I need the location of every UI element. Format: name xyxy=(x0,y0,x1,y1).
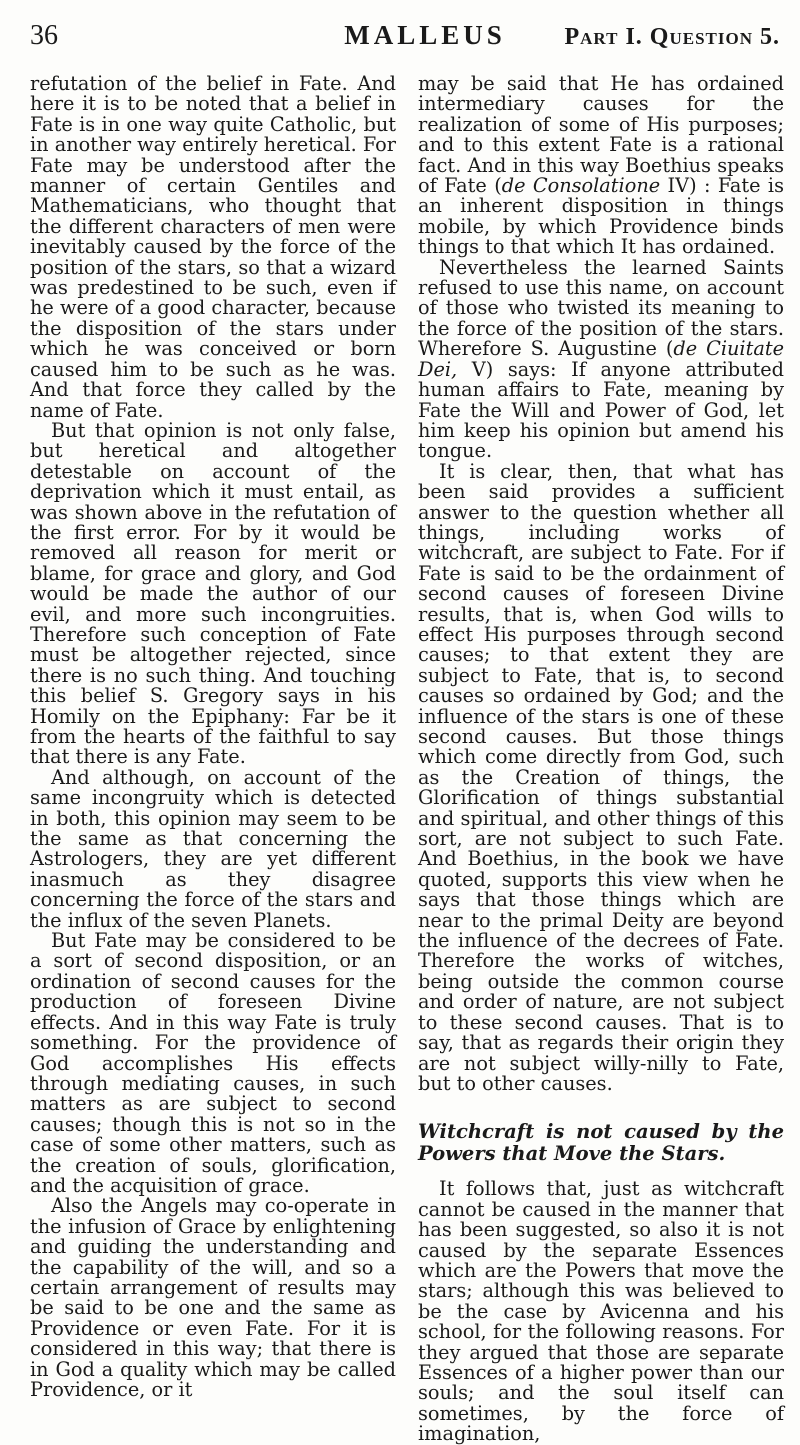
section-subheading: Witchcraft is not caused by the Powers that Move the Stars. xyxy=(418,1120,784,1166)
right-paragraph-4: It follows that, just as witchcraft cannot be caused in the manner that has been suggested, so also it is not caused by the separate Essences which are the Powers that move the stars; although this was believed to be the case by Avicenna and his school, for the following reasons. For they argued that those are separate Essences of a higher power than our souls; and the soul itself can sometimes, by the force of imagination, xyxy=(418,1177,784,1445)
part-question-label: Part I. Question 5. xyxy=(564,24,780,50)
left-paragraph-5: Also the Angels may co-operate in the infusion of Grace by enlightening and guiding the understanding and the capability of the will, and so a certain arrangement of results may be said to be one and the same as Providence or even Fate. For it is considered in this way; that there is in God a quality which may be called Providence, or it xyxy=(30,1194,396,1401)
paragraph-text: V) says: If anyone attributed human affairs to Fate, meaning by Fate the Will and Power of God, let him keep his opinion but amend his tongue. xyxy=(418,357,784,463)
right-column xyxy=(418,74,784,1445)
paragraph-text: may be said that He has ordained intermediary causes for the realization of some of His purposes; and to this extent Fate is a rational fact. And in this way Boethius speaks of Fate ( xyxy=(418,72,784,198)
left-column xyxy=(30,74,396,1400)
citation-title: de Consolatione xyxy=(501,174,661,198)
page-number: 36 xyxy=(30,20,58,51)
paragraph-text: IV) : Fate is an inherent disposition in things mobile, by which Providence binds things to that which It has ordained. xyxy=(418,174,784,259)
left-paragraph-4: But Fate may be considered to be a sort of second disposition, or an ordination of second causes for the production of foreseen Divine effects. And in this way Fate is truly something. For the providence of God accomplishes His effects through mediating causes, in such matters as are subject to second causes; though this is not so in the case of some other matters, such as the creation of souls, glorification, and the acquisition of grace. xyxy=(30,929,396,1197)
left-paragraph-1: refutation of the belief in Fate. And here it is to be noted that a belief in Fate is in one way quite Catholic, but in another way entirely heretical. For Fate may be understood after the manner of certain Gentiles and Mathematicians, who thought that the different characters of men were inevitably caused by the force of the position of the stars, so that a wizard was predestined to be such, even if he were of a good character, because the disposition of the stars under which he was conceived or born caused him to be such as he was. And that force they called by the name of Fate. xyxy=(30,72,396,422)
left-paragraph-3: And although, on account of the same incongruity which is detected in both, this opinion may seem to be the same as that concerning the Astrologers, they are yet different inasmuch as they disagree concerning the force of the stars and the influx of the seven Planets. xyxy=(30,765,396,932)
right-paragraph-1 xyxy=(418,74,784,258)
right-paragraph-3: It is clear, then, that what has been said provides a sufficient answer to the question whether all things, including works of witchcraft, are subject to Fate. For if Fate is said to be the ordainment of second causes of foreseen Divine results, that is, when God wills to effect His purposes through second causes; to that extent they are subject to Fate, that is, to second causes so ordained by God; and the influence of the stars is one of these second causes. But those things which come directly from God, such as the Creation of things, the Glorification of things substantial and spiritual, and other things of this sort, are not subject to such Fate. And Boethius, in the book we have quoted, supports this view when he says that those things which are near to the primal Deity are beyond the influence of the decrees of Fate. Therefore the works of witches, being outside the common course and order of nature, are not subject to these second causes. That is to say, that as regards their origin they are not subject willy-nilly to Fate, but to other causes. xyxy=(418,459,784,1095)
citation-title: de Ciuitate Dei, xyxy=(418,337,784,381)
right-paragraph-2 xyxy=(418,255,784,463)
page-header xyxy=(30,20,780,60)
paragraph-text: Nevertheless the learned Saints refused to use this name, on account of those who twisted its meaning to the force of the position of the stars. Wherefore S. Augustine ( xyxy=(418,255,784,361)
running-title: MALLEUS xyxy=(344,20,506,50)
left-paragraph-2: But that opinion is not only false, but heretical and altogether detestable on account of the deprivation which it must entail, as was shown above in the refutation of the first error. For by it would be removed all reason for merit or blame, for grace and glory, and God would be made the author of our evil, and more such incongruities. Therefore such conception of Fate must be altogether rejected, since there is no such thing. And touching this belief S. Gregory says in his Homily on the Epiphany: Far be it from the hearts of the faithful to say that there is any Fate. xyxy=(30,418,396,769)
